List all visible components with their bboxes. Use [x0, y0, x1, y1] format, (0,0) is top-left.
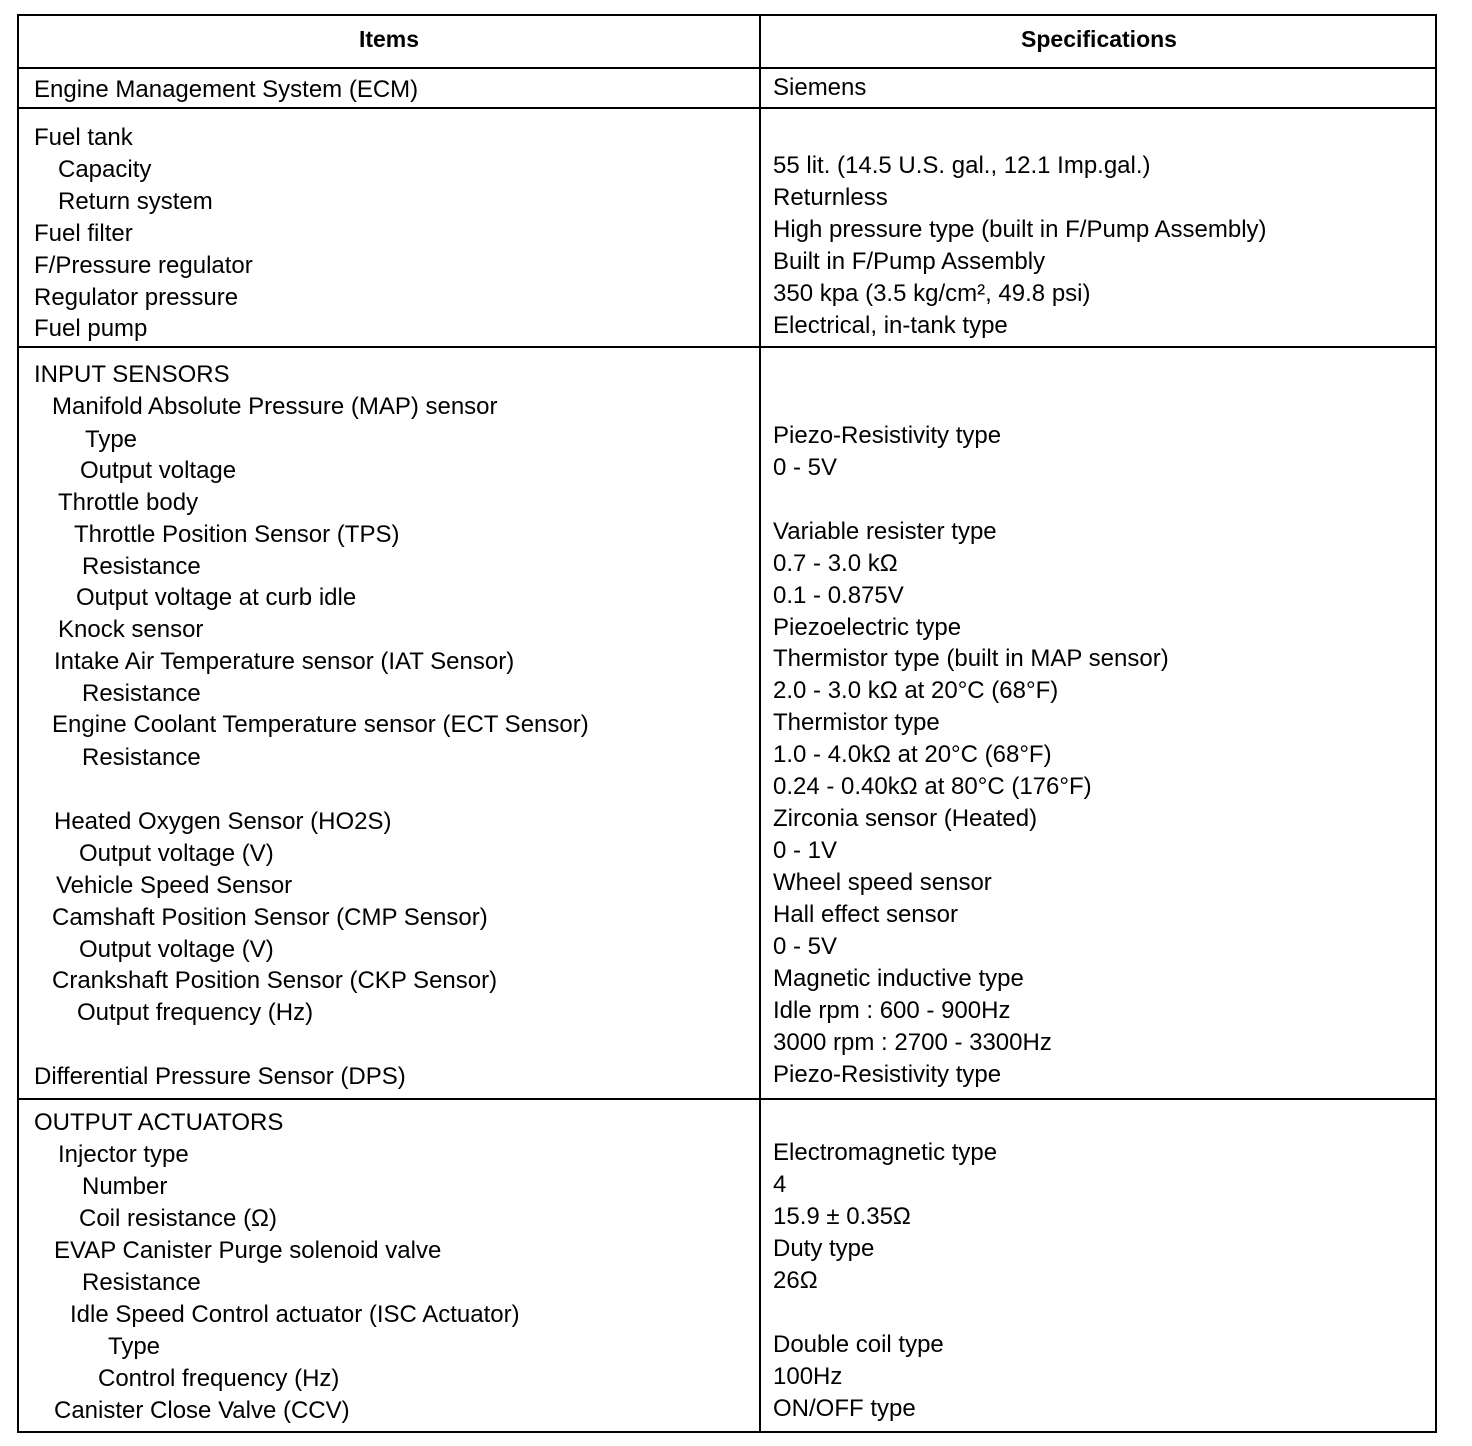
spec-value: 0.7 - 3.0 kΩ [773, 550, 898, 577]
items-header: Items [358, 26, 420, 52]
spec-value: Thermistor type [773, 709, 940, 736]
item-label: Output voltage (V) [79, 840, 274, 867]
spec-value: Double coil type [773, 1331, 944, 1358]
item-label: EVAP Canister Purge solenoid valve [54, 1237, 442, 1264]
item-label: Throttle body [58, 489, 199, 516]
spec-value: 26Ω [773, 1267, 818, 1294]
item-label: Fuel pump [34, 315, 148, 342]
spec-value: 1.0 - 4.0kΩ at 20°C (68°F) [773, 741, 1052, 768]
spec-value: Siemens [773, 74, 867, 101]
spec-value: Returnless [773, 184, 888, 211]
spec-value: 0.1 - 0.875V [773, 582, 904, 609]
spec-value: 55 lit. (14.5 U.S. gal., 12.1 Imp.gal.) [773, 152, 1151, 179]
item-label: Differential Pressure Sensor (DPS) [34, 1063, 406, 1090]
spec-value: 3000 rpm : 2700 - 3300Hz [773, 1029, 1052, 1056]
item-label: Intake Air Temperature sensor (IAT Sensor) [54, 648, 515, 675]
item-label: Type [85, 426, 138, 453]
item-label: Manifold Absolute Pressure (MAP) sensor [52, 393, 498, 420]
item-label: Engine Management System (ECM) [34, 76, 419, 103]
item-label: OUTPUT ACTUATORS [34, 1109, 284, 1136]
item-label: Number [82, 1173, 168, 1200]
spec-value: ON/OFF type [773, 1395, 916, 1422]
item-label: Return system [58, 188, 213, 215]
spec-value: Zirconia sensor (Heated) [773, 805, 1038, 832]
item-label: Output voltage [80, 457, 237, 484]
item-label: Knock sensor [58, 616, 204, 643]
spec-value: 15.9 ± 0.35Ω [773, 1203, 911, 1230]
item-label: Resistance [82, 744, 201, 771]
item-label: Fuel tank [34, 124, 133, 151]
spec-value: Idle rpm : 600 - 900Hz [773, 997, 1011, 1024]
item-label: Type [108, 1333, 161, 1360]
item-label: Output voltage at curb idle [76, 584, 357, 611]
item-label: F/Pressure regulator [34, 252, 253, 279]
spec-value: Electrical, in-tank type [773, 312, 1008, 339]
item-label: Camshaft Position Sensor (CMP Sensor) [52, 904, 488, 931]
spec-value: Thermistor type (built in MAP sensor) [773, 645, 1169, 672]
spec-value: Electromagnetic type [773, 1139, 998, 1166]
section-divider [19, 107, 1435, 109]
item-label: Output frequency (Hz) [77, 999, 314, 1026]
spec-value: 0 - 1V [773, 837, 838, 864]
item-label: Engine Coolant Temperature sensor (ECT Sensor) [52, 711, 589, 738]
item-label: Heated Oxygen Sensor (HO2S) [54, 808, 392, 835]
spec-value: 4 [773, 1171, 787, 1198]
item-label: Capacity [58, 156, 152, 183]
header-divider [19, 67, 1435, 69]
spec-value: Variable resister type [773, 518, 997, 545]
spec-value: Piezo-Resistivity type [773, 422, 1002, 449]
specifications-header: Specifications [1021, 26, 1177, 52]
spec-value: 0.24 - 0.40kΩ at 80°C (176°F) [773, 773, 1092, 800]
item-label: Crankshaft Position Sensor (CKP Sensor) [52, 967, 498, 994]
spec-value: Magnetic inductive type [773, 965, 1024, 992]
item-label: Resistance [82, 680, 201, 707]
item-label: Regulator pressure [34, 284, 239, 311]
spec-table [17, 14, 1437, 1433]
item-label: Resistance [82, 553, 201, 580]
spec-value: Piezoelectric type [773, 614, 962, 641]
spec-value: Piezo-Resistivity type [773, 1061, 1002, 1088]
item-label: Idle Speed Control actuator (ISC Actuator) [70, 1301, 520, 1328]
column-divider [759, 16, 761, 1431]
spec-value: 2.0 - 3.0 kΩ at 20°C (68°F) [773, 677, 1059, 704]
item-label: Coil resistance (Ω) [79, 1205, 277, 1232]
section-divider [19, 1098, 1435, 1100]
item-label: Injector type [58, 1141, 189, 1168]
item-label: Vehicle Speed Sensor [56, 872, 293, 899]
spec-value: Built in F/Pump Assembly [773, 248, 1046, 275]
spec-value: 0 - 5V [773, 933, 838, 960]
item-label: Output voltage (V) [79, 936, 274, 963]
item-label: INPUT SENSORS [34, 361, 230, 388]
spec-value: Duty type [773, 1235, 875, 1262]
spec-value: Hall effect sensor [773, 901, 958, 928]
spec-value: Wheel speed sensor [773, 869, 992, 896]
item-label: Throttle Position Sensor (TPS) [74, 521, 400, 548]
spec-value: High pressure type (built in F/Pump Assembly) [773, 216, 1267, 243]
spec-value: 0 - 5V [773, 454, 838, 481]
item-label: Canister Close Valve (CCV) [54, 1397, 350, 1424]
section-divider [19, 346, 1435, 348]
item-label: Control frequency (Hz) [98, 1365, 340, 1392]
spec-value: 100Hz [773, 1363, 843, 1390]
item-label: Fuel filter [34, 220, 133, 247]
item-label: Resistance [82, 1269, 201, 1296]
spec-value: 350 kpa (3.5 kg/cm², 49.8 psi) [773, 280, 1091, 307]
